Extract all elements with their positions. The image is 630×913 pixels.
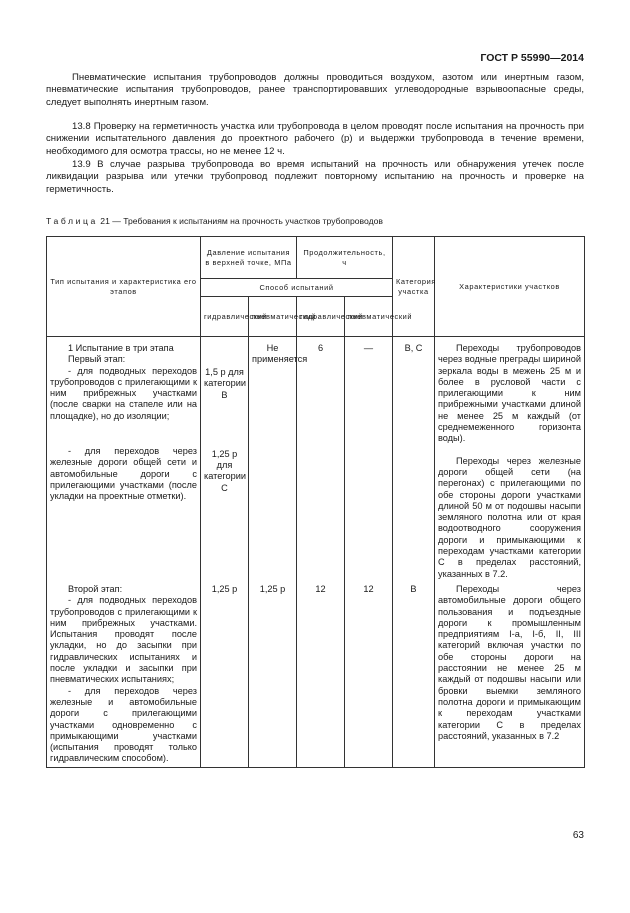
- paragraph-pneumatic: Пневматические испытания трубопроводов должны проводиться воздухом, азотом или инертным газом, пневматические испытания трубопроводов, ранее транспортировавших углеводородные взрывоопасные среды, следует выполнять инертным газом.: [46, 72, 584, 108]
- header-test-type: Тип испытания и характеристика его этапов: [47, 237, 201, 337]
- pressure-value: 1,5 p для категории В: [204, 367, 246, 400]
- cell-pressure-pneumatic: 1,25 p: [249, 582, 297, 767]
- cell-test-type: [47, 582, 201, 767]
- header-pressure-hydraulic: гидравлический: [201, 297, 249, 337]
- table-row: [47, 582, 585, 767]
- header-pressure-pneumatic: пневматический: [249, 297, 297, 337]
- pressure-value: 1,25 p для категории С: [204, 448, 246, 493]
- header-test-method: Способ испытаний: [201, 279, 393, 297]
- stage-item: - для подводных переходов трубопроводов с прилегающими к ним прибрежных участками. Испытания проводят после укладки, но до засыпки при гидравлических испытаниях и после укладки и засыпки при пневматических испытаниях;: [50, 595, 197, 685]
- cell-test-type: [47, 337, 201, 582]
- paragraph-13-9: 13.9 В случае разрыва трубопровода во время испытаний на прочность или обнаружения утечек после ликвидации разрыва или утечки трубопровод подлежит повторному испытанию на прочность и проверке на герметичность.: [46, 159, 584, 195]
- header-pressure: Давление испытания в верхней точке, МПа: [201, 237, 297, 279]
- cell-duration-pneumatic: 12: [345, 582, 393, 767]
- header-duration-hydraulic: гидравлический: [297, 297, 345, 337]
- cell-pressure-hydraulic: [201, 337, 249, 582]
- characteristic-text: Переходы через железные дороги общей сети (на перегонах) с прилегающими по обе стороны дороги участками длиной 50 м от подошвы насыпи земляного полотна или от края водоотводного сооружения дороги и примыкающими к переходам участками категории С в пределах расстояний, указанных в 7.2.: [438, 455, 581, 579]
- stage-label: Второй этап:: [68, 583, 123, 594]
- document-code: ГОСТ Р 55990—2014: [480, 52, 584, 64]
- header-duration-pneumatic: пневматический: [345, 297, 393, 337]
- cell-pressure-hydraulic: 1,25 p: [201, 582, 249, 767]
- requirements-table: [46, 236, 585, 768]
- stage-item: - для переходов через железные и автомобильные дороги с прилегающими участками одновременно с примыкающими участками (испытания проводят только гидравлическим способом).: [50, 685, 197, 764]
- cell-pressure-pneumatic: Не применяется: [249, 337, 297, 582]
- cell-duration-pneumatic: —: [345, 337, 393, 582]
- cell-characteristics: [435, 582, 585, 767]
- stage-item: - для подводных переходов трубопроводов с прилегающими к ним прибрежных участками (после сварки на стапеле или на площадке), но до изоляции;: [50, 365, 197, 421]
- stage-label: Первый этап:: [68, 354, 126, 365]
- table-caption: [46, 216, 383, 226]
- cell-characteristics: [435, 337, 585, 582]
- header-characteristics: Характеристики участков: [435, 237, 585, 337]
- stage-item: - для переходов через железные дороги общей сети и автомобильные дороги с прилегающими участками (после укладки на проектные отметки).: [50, 446, 197, 502]
- paragraph-13-8: 13.8 Проверку на герметичность участка или трубопровода в целом проводят после испытания на прочность при снижении испытательного давления до проектного рабочего (p) и выдержки трубопровода в течение времени, необходимого для осмотра трассы, но не менее 12 ч.: [46, 121, 584, 157]
- table-row: [47, 337, 585, 582]
- cell-category: В: [393, 582, 435, 767]
- table-caption-prefix: Таблица: [46, 216, 98, 226]
- cell-category: В, С: [393, 337, 435, 582]
- row-title: 1 Испытание в три этапа: [68, 343, 174, 353]
- header-duration: Продолжительность, ч: [297, 237, 393, 279]
- characteristic-text: Переходы трубопроводов через водные преграды шириной зеркала воды в межень 25 м и более в русловой части с прилегающими к ним прибрежными участками длиной не менее 25 м каждый (от среднемеженного горизонта воды).: [438, 343, 581, 444]
- table-caption-text: 21 — Требования к испытаниям на прочность участков трубопроводов: [100, 216, 383, 226]
- characteristic-text: Переходы через автомобильные дороги общего пользования и подъездные дороги к промышленным предприятиям I-а, I-б, II, III категорий включая участки по обе стороны дороги на расстоянии не менее 25 м каждый от подошвы насыпи или бровки выемки земляного полотна дороги и примыкающим к переходам участками категории С в пределах расстояний, указанных в 7.2: [438, 583, 581, 741]
- header-category: Категория участка: [393, 237, 435, 337]
- cell-duration-hydraulic: 6: [297, 337, 345, 582]
- cell-duration-hydraulic: 12: [297, 582, 345, 767]
- page-number: 63: [572, 830, 584, 841]
